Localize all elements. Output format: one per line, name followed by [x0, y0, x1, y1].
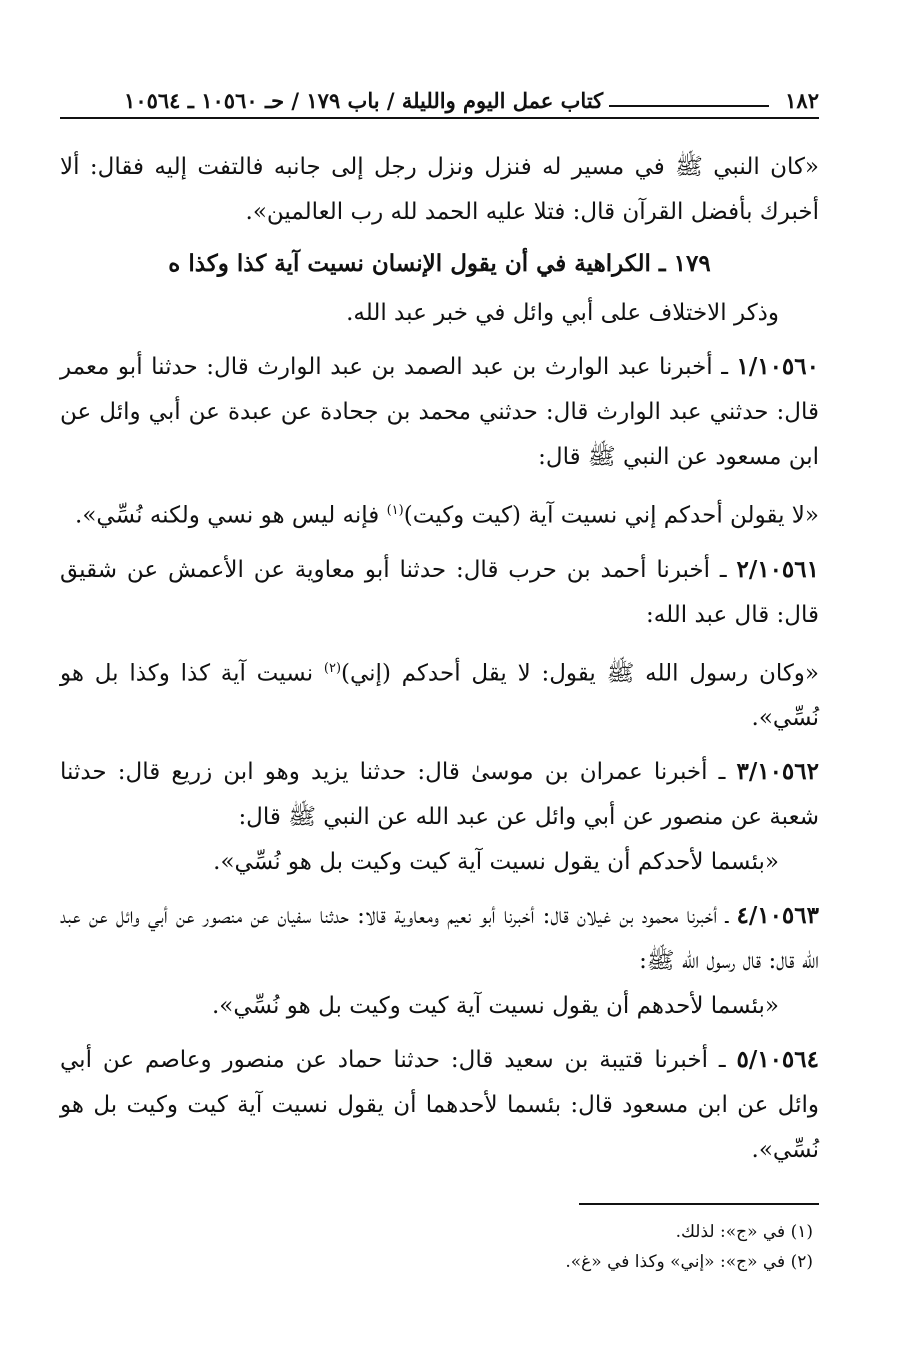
spacer	[60, 336, 819, 344]
hadith-number: ١/١٠٥٦٠	[736, 353, 819, 380]
isnad-text: ـ أخبرنا عبد الوارث بن عبد الصمد بن عبد الوارث قال: حدثنا أبو معمر قال: حدثني عبد الوارث قال: حدثني محمد بن جحادة عن عبدة عن أبي وائل عن ابن مسعود عن النبي ﷺ قال:	[60, 354, 819, 470]
hadith-1-isnad	[60, 344, 819, 480]
hadith-text: ـ أخبرنا قتيبة بن سعيد قال: حدثنا حماد عن منصور وعاصم عن أبي وائل عن ابن مسعود قال: بئسما لأحدهما أن يقول نسيت آية كيت وكيت بل هو نُسِّي».	[60, 1047, 819, 1164]
isnad-text: ـ أخبرنا عمران بن موسىٰ قال: حدثنا يزيد وهو ابن زريع قال: حدثنا شعبة عن منصور عن أبي وائل عن عبد الله عن النبي ﷺ قال:	[60, 759, 819, 831]
spacer	[60, 539, 819, 547]
hadith-2-matn	[60, 646, 819, 742]
footnote-divider	[579, 1203, 819, 1205]
hadith-5	[60, 1037, 819, 1173]
isnad-text: ـ أخبرنا محمود بن غيلان قال: أخبرنا أبو نعيم ومعاوية قالا: حدثنا سفيان عن منصور عن أبي وائل عن عبد الله قال: قال رسول الله ﷺ:	[60, 903, 819, 975]
intro-hadith-text: «كان النبي ﷺ في مسير له فنزل ونزل رجل إلى جانبه فالتفت إليه فقال: ألا أخبرك بأفضل القرآن قال: فتلا عليه الحمد لله رب العالمين».	[60, 154, 819, 225]
hadith-number: ٥/١٠٥٦٤	[736, 1046, 819, 1074]
page-number: ١٨٢	[785, 88, 819, 113]
header-dash-rule	[609, 95, 769, 107]
spacer	[60, 885, 819, 893]
isnad-text: ـ أخبرنا أحمد بن حرب قال: حدثنا أبو معاوية عن الأعمش عن شقيق قال: قال عبد الله:	[60, 556, 819, 628]
spacer	[60, 480, 819, 488]
spacer	[60, 1029, 819, 1037]
matn-text: فإنه ليس هو نسي ولكنه نُسِّي».	[75, 502, 387, 529]
footnote-2: (٢) في «ج»: «إني» وكذا في «غ».	[565, 1252, 813, 1273]
hadith-4-matn: «بئسما لأحدهم أن يقول نسيت آية كيت وكيت بل هو نُسِّي».	[211, 993, 779, 1020]
chapter-heading: ١٧٩ ـ الكراهية في أن يقول الإنسان نسيت آية كذا وكذا ه	[168, 250, 711, 277]
hadith-3-isnad	[60, 749, 819, 840]
matn-text: نسيت آية كذا وكذا بل هو نُسِّي».	[60, 660, 819, 732]
running-header	[60, 88, 819, 119]
hadith-4-isnad	[60, 893, 819, 984]
hadith-1-matn	[60, 488, 819, 539]
spacer	[60, 638, 819, 646]
footnote-1: (١) في «ج»: لذلك.	[675, 1222, 813, 1243]
matn-text: «لا يقولن أحدكم إني نسيت آية (كيت وكيت)	[403, 502, 819, 529]
footnote-ref-2: (٢)	[323, 660, 342, 676]
hadith-number: ٤/١٠٥٦٣	[736, 902, 819, 930]
footnote-ref-1: (١)	[386, 503, 404, 518]
spacer	[60, 741, 819, 749]
matn-text: «وكان رسول الله ﷺ يقول: لا يقل أحدكم (إني)	[341, 660, 819, 687]
hadith-number: ٣/١٠٥٦٢	[736, 758, 819, 786]
hadith-2-isnad	[60, 547, 819, 638]
hadith-3-matn: «بئسما لأحدكم أن يقول نسيت آية كيت وكيت بل هو نُسِّي».	[213, 849, 779, 876]
running-title: كتاب عمل اليوم والليلة / باب ١٧٩ / حـ ١٠٥٦٠ ـ ١٠٥٦٤	[124, 88, 604, 113]
hadith-number: ٢/١٠٥٦١	[736, 555, 819, 583]
chapter-note: وذكر الاختلاف على أبي وائل في خبر عبد الله.	[346, 300, 779, 326]
